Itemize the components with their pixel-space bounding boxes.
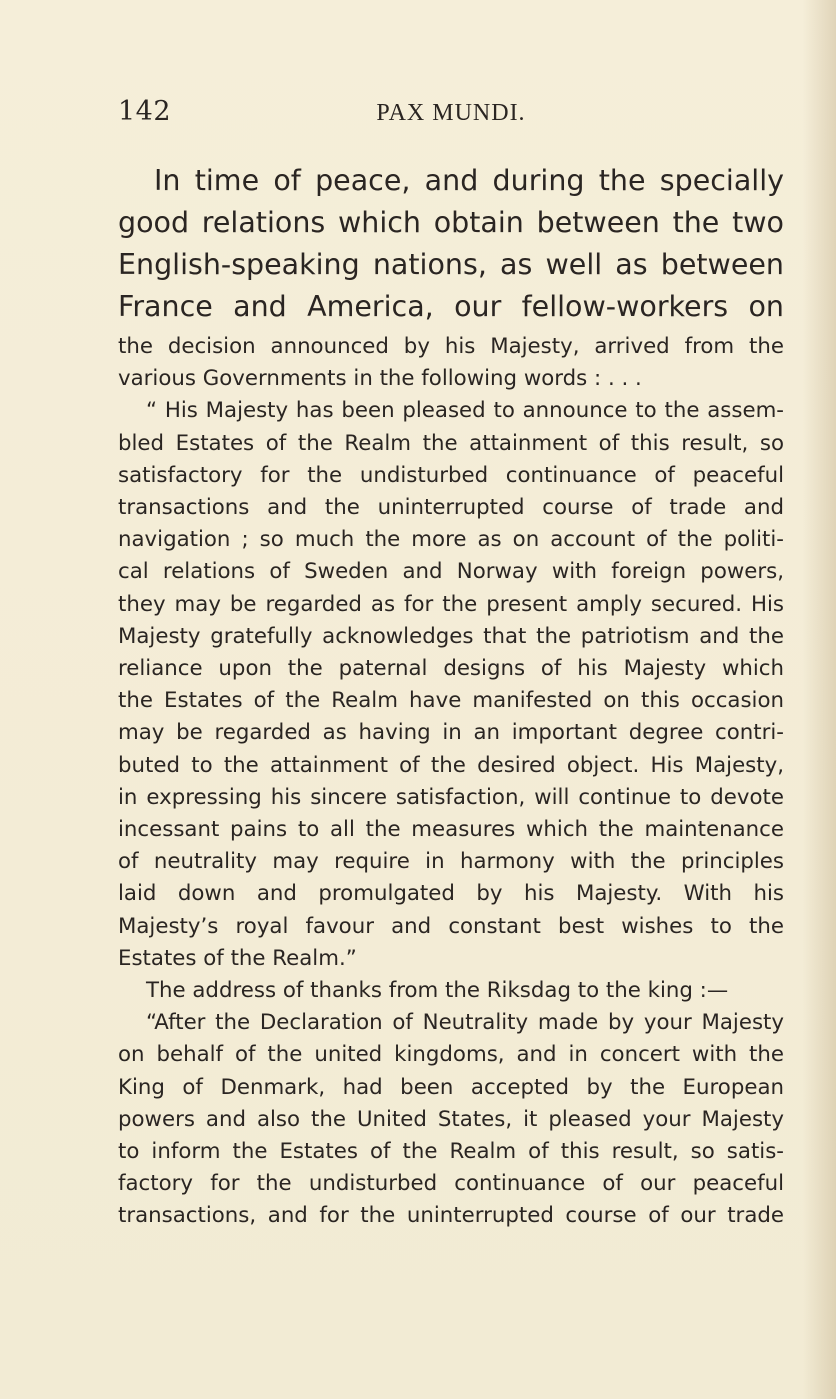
body-line: to inform the Estates of the Realm of this result, so satis- [118,1139,784,1165]
body-line: on behalf of the united kingdoms, and in concert with the [118,1042,784,1068]
body-line: transactions, and for the uninterrupted course of our trade [118,1203,784,1229]
body-line: transactions and the uninterrupted course of trade and [118,495,784,521]
body-line: satisfactory for the undisturbed continuance of peaceful [118,462,784,488]
body-line: in expressing his sincere satisfaction, will continue to devote [118,784,784,810]
body-line: bled Estates of the Realm the attainment of this result, so [118,430,784,456]
body-line: cal relations of Sweden and Norway with foreign powers, [118,559,784,585]
body-text [118,331,784,1233]
lead-paragraph [118,160,784,328]
body-line: of neutrality may require in harmony with the principles [118,849,784,875]
page-header [118,96,784,136]
body-line: incessant pains to all the measures which the maintenance [118,817,784,843]
body-line: the decision announced by his Majesty, arrived from the [118,334,784,359]
body-line: the Estates of the Realm have manifested on this occasion [118,688,784,714]
body-line: navigation ; so much the more as on account of the politi- [118,527,784,553]
lead-line: English-speaking nations, as well as between [118,248,784,281]
body-line: Majesty’s royal favour and constant best wishes to the [118,913,784,939]
body-line: buted to the attainment of the desired object. His Majesty, [118,752,784,778]
body-line: may be regarded as having in an important degree contri- [118,720,784,746]
body-line: laid down and promulgated by his Majesty. With his [118,881,784,907]
body-line: reliance upon the paternal designs of his Majesty which [118,656,784,682]
body-line: “ His Majesty has been pleased to announce to the assem- [146,398,784,424]
body-line: The address of thanks from the Riksdag to the king :— [146,978,729,1004]
body-line: Estates of the Realm.” [118,945,357,971]
body-line: various Governments in the following words : . . . [118,366,642,392]
lead-line: France and America, our fellow-workers on [118,290,784,323]
page-number: 142 [118,96,172,127]
body-line: Majesty gratefully acknowledges that the patriotism and the [118,623,784,649]
body-line: King of Denmark, had been accepted by the European [118,1074,784,1100]
body-line: powers and also the United States, it pleased your Majesty [118,1106,784,1132]
running-title: PAX MUNDI. [376,100,526,126]
body-line: factory for the undisturbed continuance of our peaceful [118,1171,784,1197]
lead-line: In time of peace, and during the specially [154,164,784,197]
body-line: they may be regarded as for the present amply secured. His [118,591,784,617]
lead-line: good relations which obtain between the two [118,206,784,239]
body-line: “After the Declaration of Neutrality made by your Majesty [146,1010,784,1036]
